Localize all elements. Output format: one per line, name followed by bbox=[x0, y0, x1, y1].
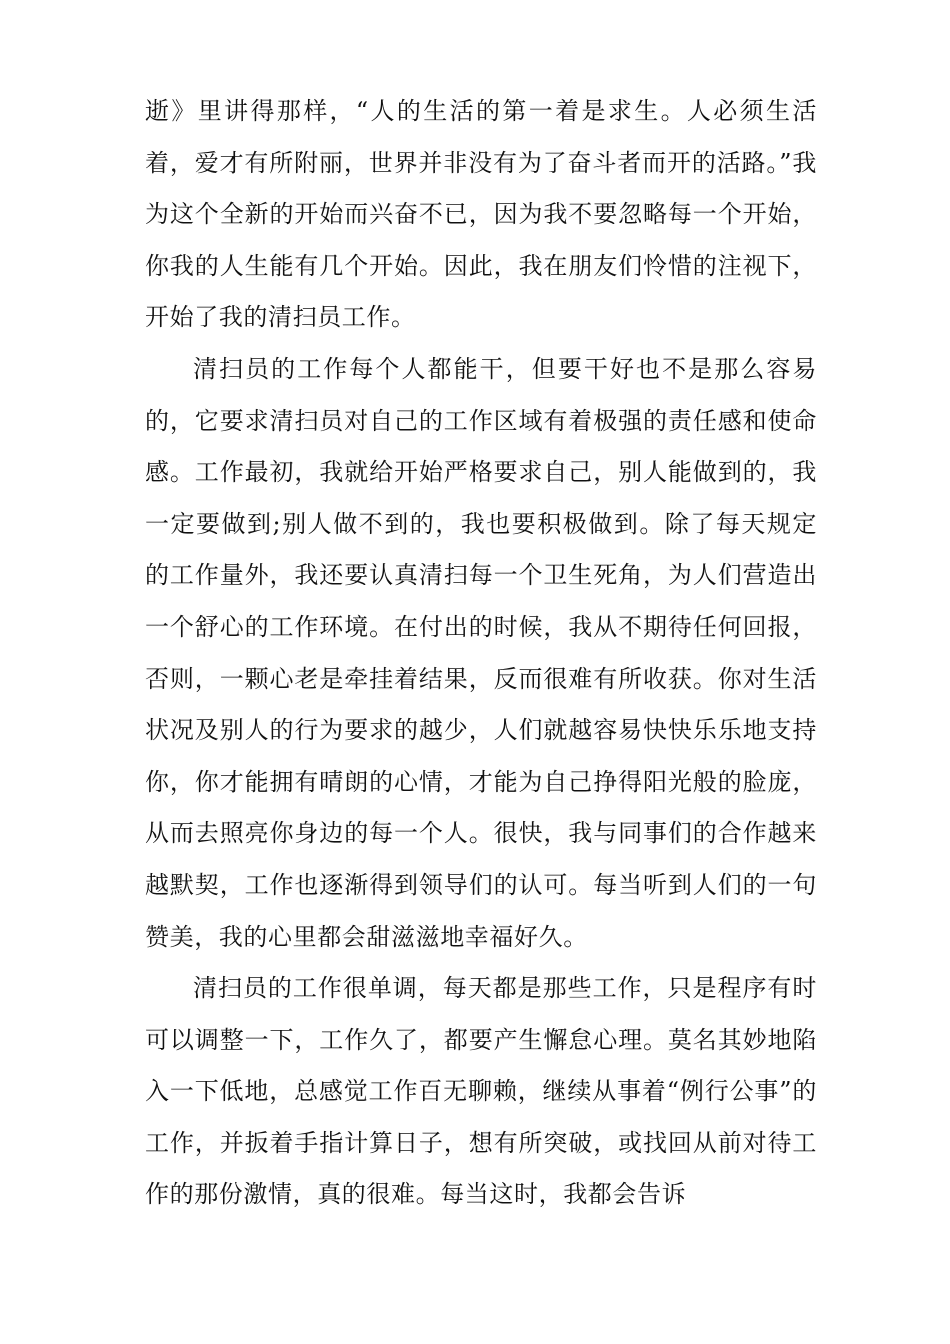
paragraph-continuation: 逝》里讲得那样，“人的生活的第一着是求生。人必须生活着，爱才有所附丽，世界并非没有为了奋斗者而开的活路。”我为这个全新的开始而兴奋不已，因为我不要忽略每一个开始，你我的人生能有几个开始。因此，我在朋友们怜惜的注视下，开始了我的清扫员工作。 bbox=[145, 97, 817, 332]
paragraph-cleaner-responsibility: 清扫员的工作每个人都能干，但要干好也不是那么容易的，它要求清扫员对自己的工作区域有着极强的责任感和使命感。工作最初，我就给开始严格要求自己，别人能做到的，我一定要做到;别人做不到的，我也要积极做到。除了每天规定的工作量外，我还要认真清扫每一个卫生死角，为人们营造出一个舒心的工作环境。在付出的时候，我从不期待任何回报，否则，一颗心老是牵挂着结果，反而很难有所收获。你对生活状况及别人的行为要求的越少，人们就越容易快快乐乐地支持你，你才能拥有晴朗的心情，才能为自己挣得阳光般的脸庞，从而去照亮你身边的每一个人。很快，我与同事们的合作越来越默契，工作也逐渐得到领导们的认可。每当听到人们的一句赞美，我的心里都会甜滋滋地幸福好久。 bbox=[145, 354, 817, 951]
paragraph-cleaner-monotony: 清扫员的工作很单调，每天都是那些工作，只是程序有时可以调整一下，工作久了，都要产生懈怠心理。莫名其妙地陷入一下低地，总感觉工作百无聊赖，继续从事着“例行公事”的工作，并扳着手指计算日子，想有所突破，或找回从前对待工作的那份激情，真的很难。每当这时，我都会告诉 bbox=[145, 974, 817, 1209]
document-body bbox=[145, 86, 817, 1221]
